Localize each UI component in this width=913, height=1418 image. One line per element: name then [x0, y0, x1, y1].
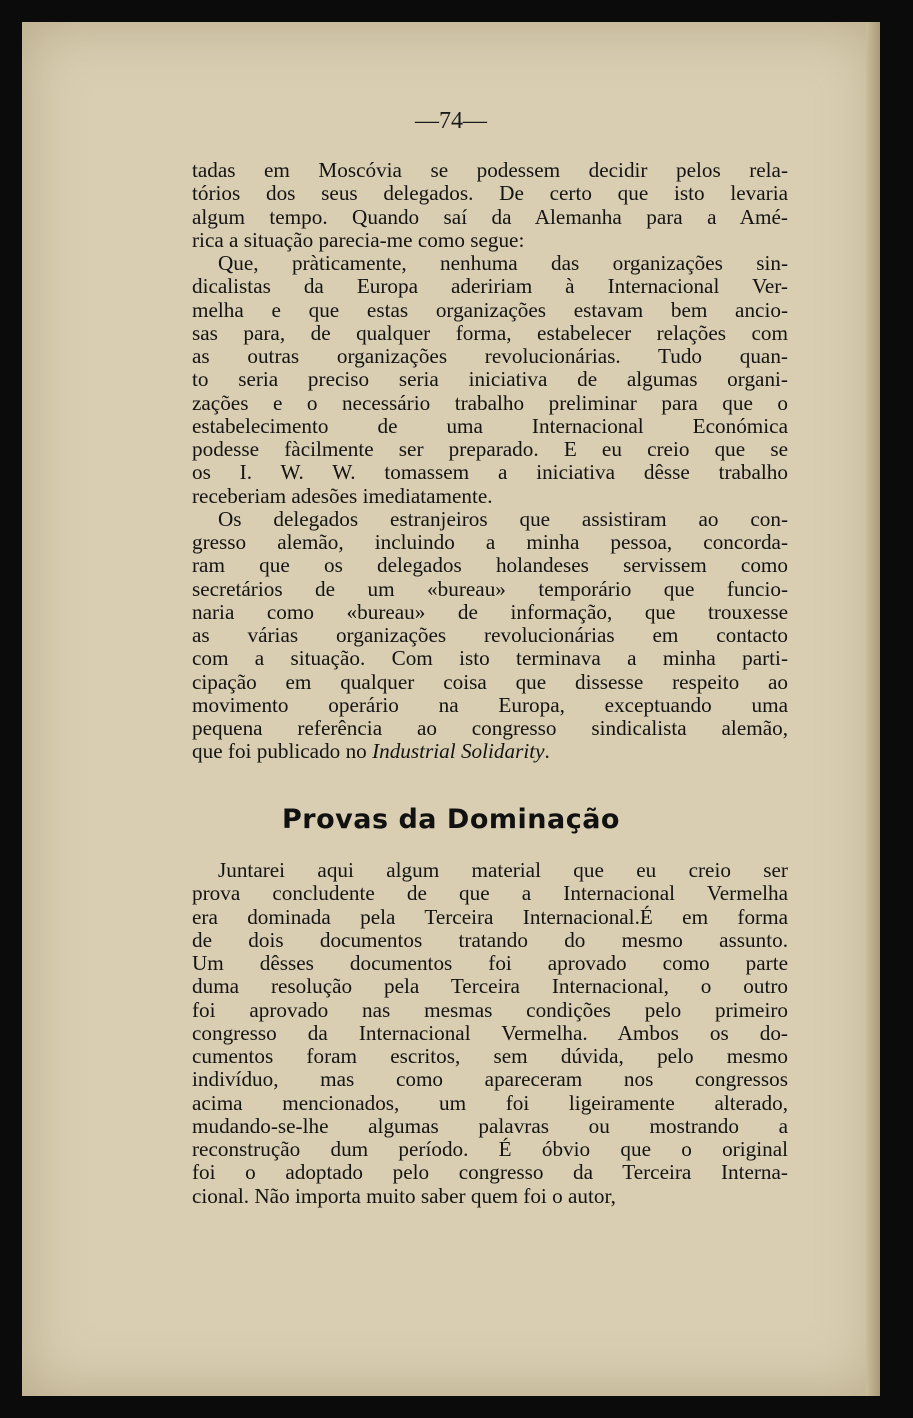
text-line: acima mencionados, um foi ligeiramente alterado,	[192, 1090, 788, 1115]
paragraph	[192, 159, 788, 252]
text-line: movimento operário na Europa, exceptuando uma	[192, 692, 788, 717]
text-line: prova concludente de que a Internacional Vermelha	[192, 881, 788, 906]
text-line: cumentos foram escritos, sem dúvida, pelo mesmo	[192, 1044, 788, 1068]
text-line: indivíduo, mas como apareceram nos congressos	[192, 1067, 788, 1092]
text-line: algum tempo. Quando saí da Alemanha para a Amé-	[192, 204, 788, 229]
section-title: Provas da Dominação	[282, 804, 620, 835]
publication-title: Industrial Solidarity	[372, 739, 545, 764]
text-line: dicalistas da Europa adeririam à Internacional Ver-	[192, 274, 788, 299]
text-block-after-title	[192, 859, 788, 1208]
page-edge	[866, 22, 880, 1396]
text-line: ram que os delegados holandeses servissem como	[192, 553, 788, 578]
text-line: reconstrução dum período. É óbvio que o original	[192, 1137, 788, 1161]
text-line: cional. Não importa muito saber quem foi o autor,	[192, 1183, 616, 1208]
text-line: to seria preciso seria iniciativa de algumas organi-	[192, 367, 788, 392]
page-number: —74—	[415, 108, 487, 134]
text-line: estabelecimento de uma Internacional Económica	[192, 413, 788, 438]
text-line: duma resolução pela Terceira Internacional, o outro	[192, 974, 788, 999]
line-text: que foi publicado no	[192, 739, 373, 764]
paragraph	[192, 252, 788, 508]
text-line: tórios dos seus delegados. De certo que isto levaria	[192, 181, 788, 206]
text-line: mudando-se-lhe algumas palavras ou mostrando a	[192, 1113, 788, 1138]
text-line: as outras organizações revolucionárias. Tudo quan-	[192, 344, 788, 368]
text-line: Os delegados estranjeiros que assistiram ao con-	[218, 506, 788, 531]
text-line: receberiam adesões imediatamente.	[192, 483, 493, 508]
text-line: melha e que estas organizações estavam bem ancio-	[192, 297, 788, 322]
text-line: as várias organizações revolucionárias em contacto	[192, 623, 788, 647]
text-line: gresso alemão, incluindo a minha pessoa, concorda-	[192, 530, 788, 554]
text-line: foi o adoptado pelo congresso da Terceira Interna-	[192, 1160, 788, 1185]
text-line: Juntarei aqui algum material que eu creio ser	[218, 858, 788, 882]
text-line: sas para, de qualquer forma, estabelecer relações com	[192, 320, 788, 345]
text-line: secretários de um «bureau» temporário que funcio-	[192, 576, 788, 601]
text-line: naria como «bureau» de informação, que trouxesse	[192, 599, 788, 624]
text-line: os I. W. W. tomassem a iniciativa dêsse trabalho	[192, 460, 788, 485]
paragraph	[192, 859, 788, 1208]
text-line: com a situação. Com isto terminava a minha parti-	[192, 646, 788, 671]
text-line: foi aprovado nas mesmas condições pelo primeiro	[192, 997, 788, 1022]
text-line: era dominada pela Terceira Internacional.É em forma	[192, 904, 788, 929]
text-line: cipação em qualquer coisa que dissesse respeito ao	[192, 669, 788, 694]
text-line: pequena referência ao congresso sindicalista alemão,	[192, 716, 788, 740]
text-line: Que, pràticamente, nenhuma das organizações sin-	[218, 251, 788, 275]
paragraph	[192, 508, 788, 764]
text-line: podesse fàcilmente ser preparado. E eu creio que se	[192, 437, 788, 461]
text-line: rica a situação parecia-me como segue:	[192, 227, 525, 252]
text-line	[192, 740, 788, 763]
text-line: tadas em Moscóvia se podessem decidir pelos rela-	[192, 158, 788, 182]
text-line: congresso da Internacional Vermelha. Ambos os do-	[192, 1020, 788, 1045]
line-text: .	[544, 739, 550, 764]
text-line: de dois documentos tratando do mesmo assunto.	[192, 927, 788, 952]
text-block-before-title	[192, 159, 788, 764]
book-page	[22, 22, 880, 1396]
text-line: Um dêsses documentos foi aprovado como parte	[192, 951, 788, 975]
text-line: zações e o necessário trabalho preliminar para que o	[192, 390, 788, 415]
